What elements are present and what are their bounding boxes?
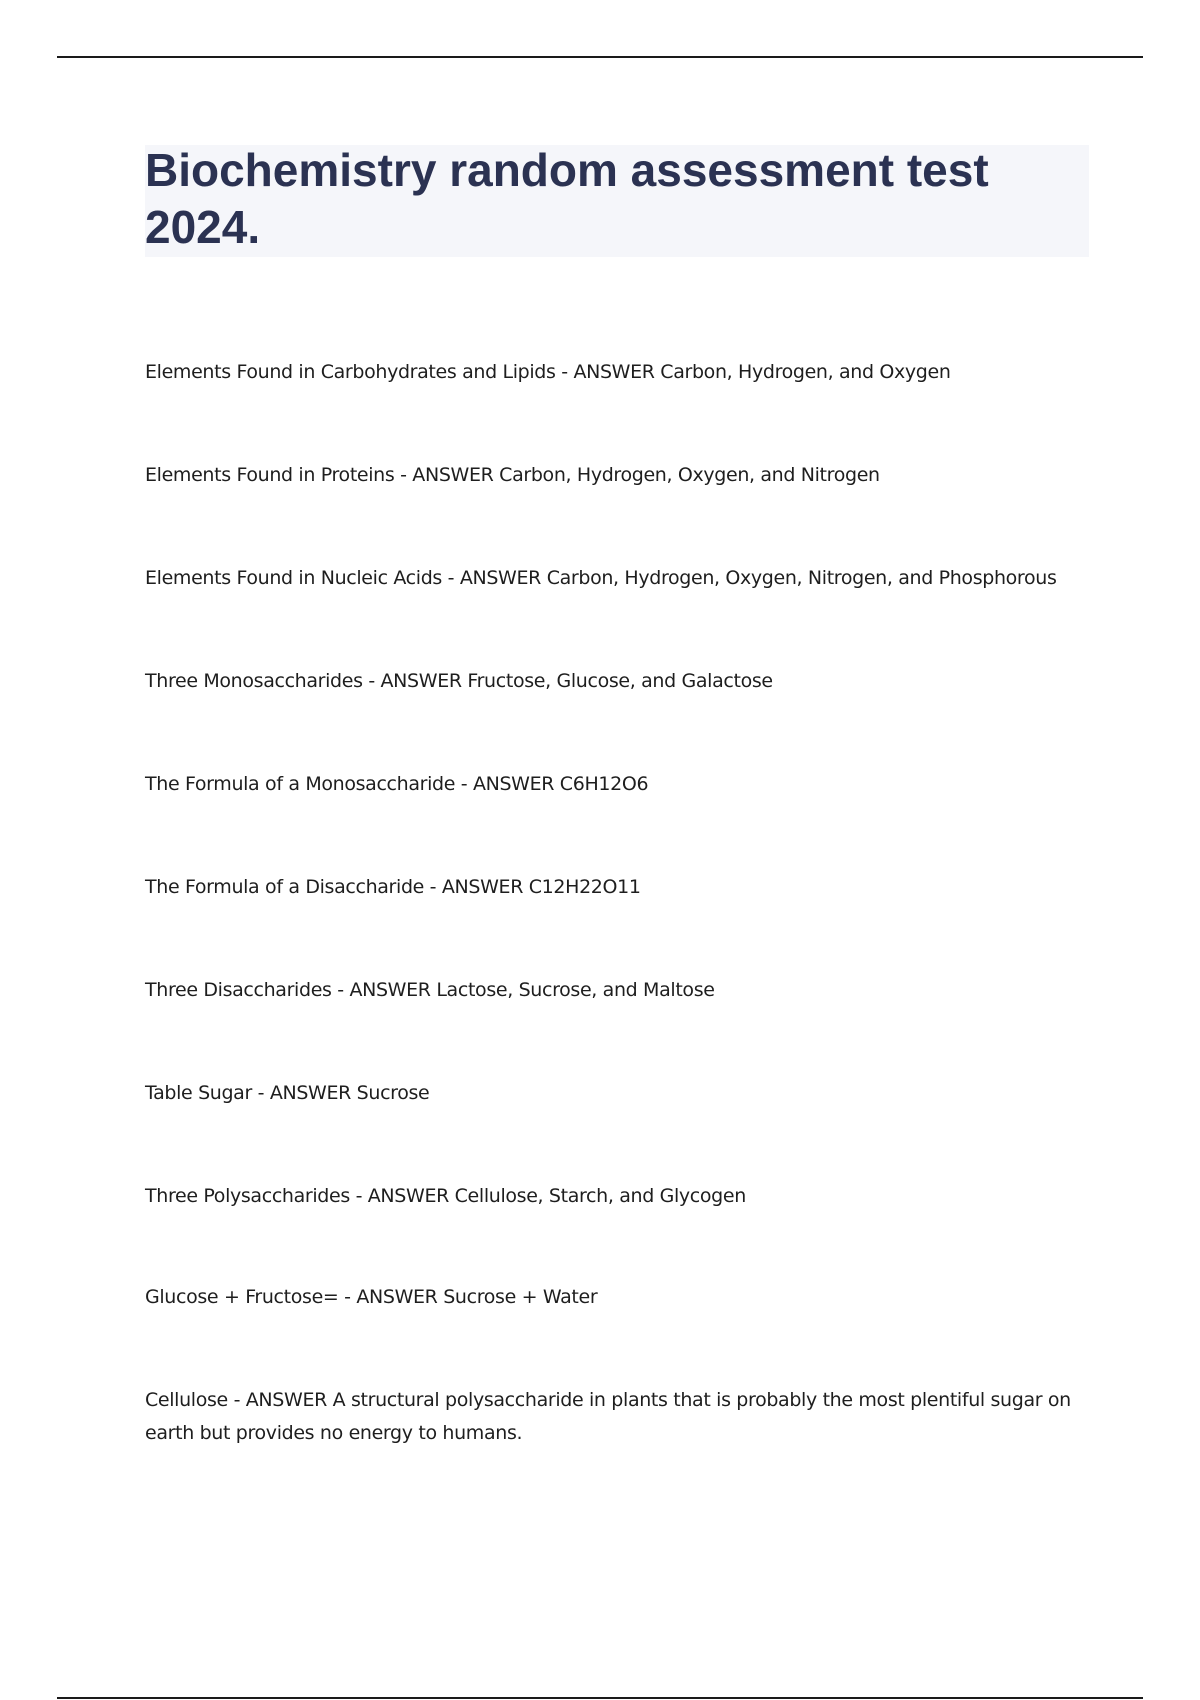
qa-item: Elements Found in Proteins - ANSWER Carbon, Hydrogen, Oxygen, and Nitrogen [145, 464, 880, 486]
qa-item: Glucose + Fructose= - ANSWER Sucrose + Water [145, 1286, 598, 1308]
qa-item: Table Sugar - ANSWER Sucrose [145, 1082, 430, 1104]
footer-rule [57, 1697, 1143, 1699]
qa-item: The Formula of a Monosaccharide - ANSWER C6H12O6 [145, 773, 649, 795]
qa-item: Three Disaccharides - ANSWER Lactose, Sucrose, and Maltose [145, 979, 715, 1001]
header-rule [57, 56, 1143, 58]
page-title: Biochemistry random assessment test 2024. [145, 144, 989, 253]
qa-item: Elements Found in Carbohydrates and Lipids - ANSWER Carbon, Hydrogen, and Oxygen [145, 361, 951, 383]
title-banner [145, 145, 1089, 257]
qa-item: Elements Found in Nucleic Acids - ANSWER Carbon, Hydrogen, Oxygen, Nitrogen, and Phosphorous [145, 567, 1057, 589]
qa-item: The Formula of a Disaccharide - ANSWER C12H22O11 [145, 876, 641, 898]
qa-item: Three Polysaccharides - ANSWER Cellulose, Starch, and Glycogen [145, 1185, 746, 1207]
qa-item: Three Monosaccharides - ANSWER Fructose, Glucose, and Galactose [145, 670, 773, 692]
qa-item: Cellulose - ANSWER A structural polysaccharide in plants that is probably the most plentiful sugar on earth but provides no energy to humans. [145, 1389, 1071, 1444]
